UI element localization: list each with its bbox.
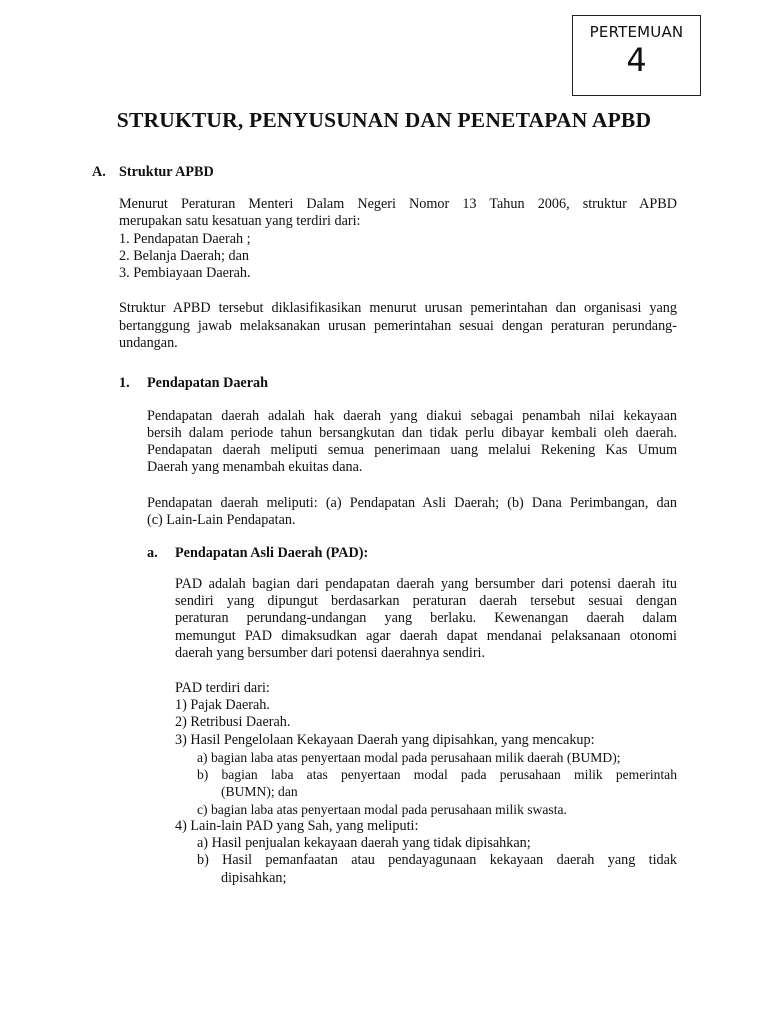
meeting-label: PERTEMUAN bbox=[589, 23, 684, 41]
pad-item-4: 4) Lain-lain PAD yang Sah, yang meliputi: bbox=[175, 818, 419, 834]
section-1-marker: 1. bbox=[119, 375, 130, 391]
section-1-heading: Pendapatan Daerah bbox=[147, 375, 268, 391]
section-a-item-1: 1. Pendapatan Daerah ; bbox=[119, 231, 251, 247]
pad-item-3: 3) Hasil Pengelolaan Kekayaan Daerah yang dipisahkan, yang mencakup: bbox=[175, 732, 595, 748]
meeting-box bbox=[572, 15, 701, 96]
section-1a-para1-line2: sendiri yang dipungut berdasarkan peraturan daerah tersebut sesuai dengan bbox=[175, 593, 677, 609]
section-1-para1-line3: Pendapatan daerah meliputi semua penerimaan uang melalui Rekening Kas Umum bbox=[147, 442, 677, 458]
pad-item-4b-line2: dipisahkan; bbox=[221, 870, 287, 886]
section-a-para2-line2: bertanggung jawab melaksanakan urusan pemerintahan sesuai dengan peraturan perundang- bbox=[119, 318, 677, 334]
pad-item-2: 2) Retribusi Daerah. bbox=[175, 714, 291, 730]
section-1a-para1-line3: peraturan perundang-undangan yang berlaku. Kewenangan daerah dalam bbox=[175, 610, 677, 626]
section-1-para1-line4: Daerah yang menambah ekuitas dana. bbox=[147, 459, 363, 475]
pad-item-3b-line1: b) bagian laba atas penyertaan modal pada perusahaan milik pemerintah bbox=[197, 767, 677, 782]
meeting-number: 4 bbox=[626, 41, 647, 79]
pad-item-3c: c) bagian laba atas penyertaan modal pada perusahaan milik swasta. bbox=[197, 802, 567, 817]
section-a-item-3: 3. Pembiayaan Daerah. bbox=[119, 265, 251, 281]
document-title: STRUKTUR, PENYUSUNAN DAN PENETAPAN APBD bbox=[116, 108, 652, 132]
section-1a-para1-line4: memungut PAD dimaksudkan agar daerah dapat mendanai pelaksanaan otonomi bbox=[175, 628, 677, 644]
section-a-heading: Struktur APBD bbox=[119, 164, 214, 180]
section-a-para2-line1: Struktur APBD tersebut diklasifikasikan menurut urusan pemerintahan dan organisasi yang bbox=[119, 300, 677, 316]
pad-item-4b-line1: b) Hasil pemanfaatan atau pendayagunaan kekayaan daerah yang tidak bbox=[197, 852, 677, 868]
section-a-item-2: 2. Belanja Daerah; dan bbox=[119, 248, 249, 264]
section-a-intro-line1: Menurut Peraturan Menteri Dalam Negeri Nomor 13 Tahun 2006, struktur APBD bbox=[119, 196, 677, 212]
section-1-para1-line2: bersih dalam periode tahun bersangkutan dan tidak perlu dibayar kembali oleh daerah. bbox=[147, 425, 677, 441]
section-1-para2-line1: Pendapatan daerah meliputi: (a) Pendapatan Asli Daerah; (b) Dana Perimbangan, dan bbox=[147, 495, 677, 511]
pad-item-1: 1) Pajak Daerah. bbox=[175, 697, 270, 713]
section-1-para2-line2: (c) Lain-Lain Pendapatan. bbox=[147, 512, 296, 528]
section-1a-heading: Pendapatan Asli Daerah (PAD): bbox=[175, 545, 369, 561]
pad-list-intro: PAD terdiri dari: bbox=[175, 680, 270, 696]
section-a-marker: A. bbox=[92, 164, 106, 180]
pad-item-4a: a) Hasil penjualan kekayaan daerah yang tidak dipisahkan; bbox=[197, 835, 531, 851]
section-1a-marker: a. bbox=[147, 545, 158, 561]
section-1a-para1-line5: daerah yang bersumber dari potensi daerahnya sendiri. bbox=[175, 645, 486, 661]
pad-item-3b-line2: (BUMN); dan bbox=[221, 784, 298, 799]
section-a-intro-line2: merupakan satu kesatuan yang terdiri dari: bbox=[119, 213, 361, 229]
section-1-para1-line1: Pendapatan daerah adalah hak daerah yang diakui sebagai penambah nilai kekayaan bbox=[147, 408, 677, 424]
section-1a-para1-line1: PAD adalah bagian dari pendapatan daerah yang bersumber dari potensi daerah itu bbox=[175, 576, 677, 592]
pad-item-3a: a) bagian laba atas penyertaan modal pada perusahaan milik daerah (BUMD); bbox=[197, 750, 621, 765]
section-a-para2-line3: undangan. bbox=[119, 335, 178, 351]
